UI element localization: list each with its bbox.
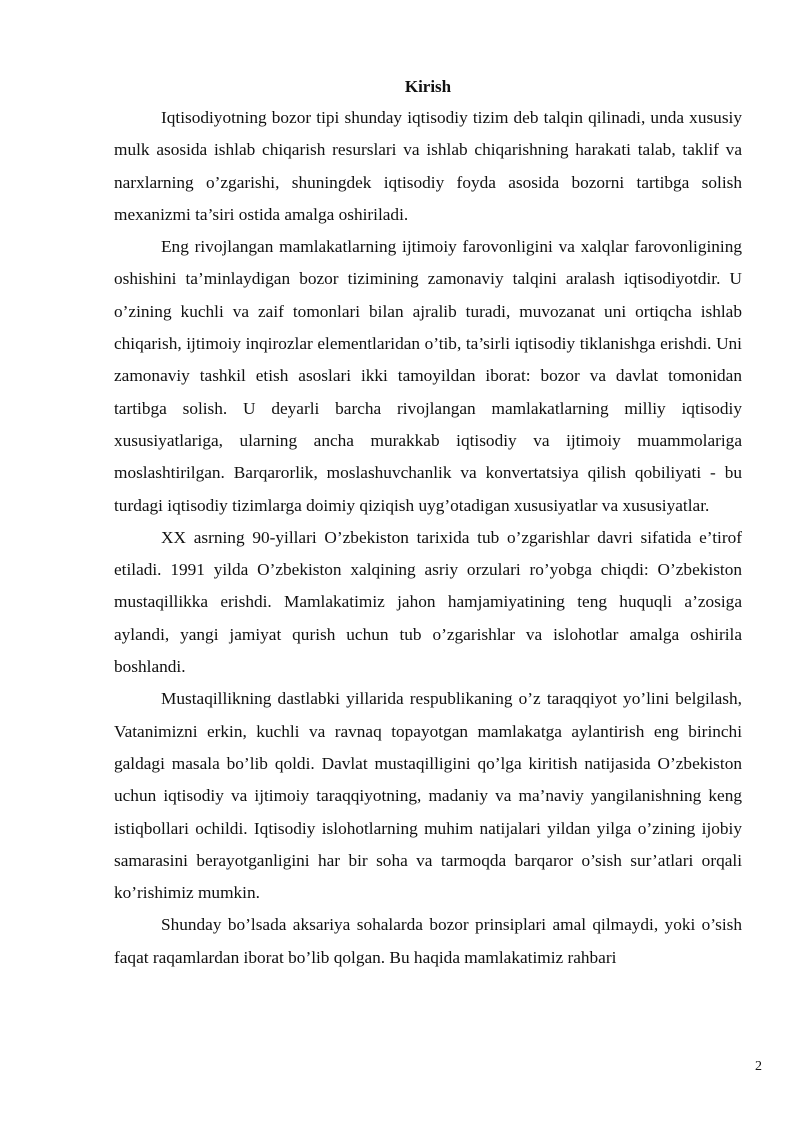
paragraph-5: Shunday bo’lsada aksariya sohalarda bozor prinsiplari amal qilmaydi, yoki o’sish faqat raqamlardan iborat bo’lib qolgan. Bu haqida mamlakatimiz rahbari <box>114 915 742 967</box>
body-text <box>114 102 742 974</box>
page-title: Kirish <box>404 77 452 96</box>
paragraph-2: Eng rivojlangan mamlakatlarning ijtimoiy farovonligini va xalqlar farovonligining oshishini ta’minlaydigan bozor tizimining zamonaviy talqini aralash iqtisodiyotdir. U o’zining kuchli va zaif tomonlari bilan ajralib turadi, muvozanat uni ortiqcha ishlab chiqarish, ijtimoiy inqirozlar elementlaridan o’tib, ta’sirli iqtisodiy tiklanishga erishdi. Uni zamonaviy tashkil etish asoslari ikki tamoyildan iborat: bozor va davlat tomonidan tartibga solish. U deyarli barcha rivojlangan mamlakatlarning milliy iqtisodiy xususiyatlariga, ularning ancha murakkab iqtisodiy va ijtimoiy muammolariga moslashtirilgan. Barqarorlik, moslashuvchanlik va konvertatsiya qilish qobiliyati - bu turdagi iqtisodiy tizimlarga doimiy qiziqish uyg’otadigan xususiyatlar va xususiyatlar. <box>114 237 742 515</box>
paragraph-3: XX asrning 90-yillari O’zbekiston tarixida tub o’zgarishlar davri sifatida e’tirof etiladi. 1991 yilda O’zbekiston xalqining asriy orzulari ro’yobga chiqdi: O’zbekiston mustaqillikka erishdi. Mamlakatimiz jahon hamjamiyatining teng huquqli a’zosiga aylandi, yangi jamiyat qurish uchun tub o’zgarishlar va islohotlar amalga oshirila boshlandi. <box>114 527 742 677</box>
page-number: 2 <box>755 1059 762 1074</box>
paragraph-1: Iqtisodiyotning bozor tipi shunday iqtisodiy tizim deb talqin qilinadi, unda xususiy mulk asosida ishlab chiqarish resurslari va ishlab chiqarishning harakati talab, taklif va narxlarning o’zgarishi, shuningdek iqtisodiy foyda asosida bozorni tartibga solish mexanizmi ta’siri ostida amalga oshiriladi. <box>114 108 742 224</box>
paragraph-4: Mustaqillikning dastlabki yillarida respublikaning o’z taraqqiyot yo’lini belgilash, Vatanimizni erkin, kuchli va ravnaq topayotgan mamlakatga aylantirish eng birinchi galdagi masala bo’lib qoldi. Davlat mustaqilligini qo’lga kiritish natijasida O’zbekiston uchun iqtisodiy va ijtimoiy taraqqiyotning, madaniy va ma’naviy yangilanishning keng istiqbollari ochildi. Iqtisodiy islohotlarning muhim natijalari yildan yilga o’zining ijobiy samarasini berayotganligini har bir soha va tarmoqda barqaror o’sish sur’atlari orqali ko’rishimiz mumkin. <box>114 689 742 903</box>
